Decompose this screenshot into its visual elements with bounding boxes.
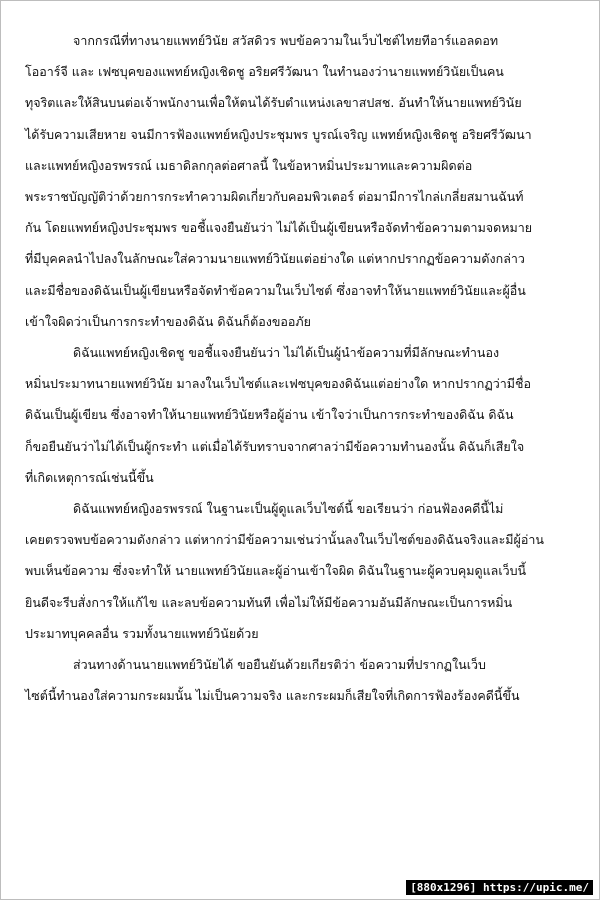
text-line: และมีชื่อของดิฉันเป็นผู้เขียนหรือจัดทำข้อความในเว็บไซต์ ซึ่งอาจทำให้นายแพทย์วินัยและผู้อื่น bbox=[25, 282, 526, 298]
document-body bbox=[25, 25, 575, 711]
text-line: ไซต์นี้ทำนองใส่ความกระผมนั้น ไม่เป็นความจริง และกระผมก็เสียใจที่เกิดการฟ้องร้องคดีนี้ขึ้น bbox=[25, 688, 520, 704]
text-line: กัน โดยแพทย์หญิงประชุมพร ขอชี้แจงยืนยันว่า ไม่ได้เป็นผู้เขียนหรือจัดทำข้อความตามจดหมาย bbox=[25, 220, 533, 236]
text-line: โออาร์จี และ เฟซบุคของแพทย์หญิงเชิดชู อริยศรีวัฒนา ในทำนองว่านายแพทย์วินัยเป็นคน bbox=[25, 64, 504, 80]
image-host-watermark: [880x1296] https://upic.me/ bbox=[406, 880, 593, 895]
text-line: ส่วนทางด้านนายแพทย์วินัยได้ ขอยืนยันด้วยเกียรติว่า ข้อความที่ปรากฏในเว็บ bbox=[73, 657, 486, 673]
text-line: ทุจริตและให้สินบนต่อเจ้าพนักงานเพื่อให้ตนได้รับตำแหน่งเลขาสปสช. อันทำให้นายแพทย์วินัย bbox=[25, 95, 522, 111]
text-line: พบเห็นข้อความ ซึ่งจะทำให้ นายแพทย์วินัยและผู้อ่านเข้าใจผิด ดิฉันในฐานะผู้ควบคุมดูแลเว็บนี้ bbox=[25, 563, 527, 579]
paragraph-statement-choedchu bbox=[25, 337, 575, 493]
text-line: หมิ่นประมาทนายแพทย์วินัย มาลงในเว็บไซต์และเฟซบุคของดิฉันแต่อย่างใด หากปรากฏว่ามีชื่อ bbox=[25, 376, 531, 392]
text-line: จากกรณีที่ทางนายแพทย์วินัย สวัสดิวร พบข้อความในเว็บไซต์ไทยทีอาร์แอลดอท bbox=[73, 33, 499, 48]
text-line: ดิฉันเป็นผู้เขียน ซึ่งอาจทำให้นายแพทย์วินัยหรือผู้อ่าน เข้าใจว่าเป็นการกระทำของดิฉัน ดิฉัน bbox=[25, 407, 514, 423]
text-line: ยินดีจะรีบสั่งการให้แก้ไข และลบข้อความทันที เพื่อไม่ให้มีข้อความอันมีลักษณะเป็นการหมิ่น bbox=[25, 594, 513, 610]
text-line: ได้รับความเสียหาย จนมีการฟ้องแพทย์หญิงประชุมพร บูรณ์เจริญ แพทย์หญิงเชิดชู อริยศรีวัฒนา bbox=[25, 126, 532, 142]
text-line: เข้าใจผิดว่าเป็นการกระทำของดิฉัน ดิฉันก็ต้องขออภัย bbox=[25, 313, 311, 329]
paragraph-statement-winai bbox=[25, 649, 575, 711]
text-line: เคยตรวจพบข้อความดังกล่าว แต่หากว่ามีข้อความเช่นว่านั้นลงในเว็บไซต์ของดิฉันจริงและมีผู้อ่าน bbox=[25, 532, 544, 548]
text-line: ดิฉันแพทย์หญิงเชิดชู ขอชี้แจงยืนยันว่า ไม่ได้เป็นผู้นำข้อความที่มีลักษณะทำนอง bbox=[73, 345, 500, 361]
text-line: และแพทย์หญิงอรพรรณ์ เมธาดิลกกุลต่อศาลนี้ ในข้อหาหมิ่นประมาทและความผิดต่อ bbox=[25, 157, 473, 173]
text-line: ก็ขอยืนยันว่าไม่ได้เป็นผู้กระทำ แต่เมื่อได้รับทราบจากศาลว่ามีข้อความทำนองนั้น ดิฉันก็เสียใจ bbox=[25, 438, 525, 454]
text-line: ประมาทบุคคลอื่น รวมทั้งนายแพทย์วินัยด้วย bbox=[25, 625, 259, 641]
paragraph-settlement-background bbox=[25, 25, 575, 337]
text-line: พระราชบัญญัติว่าด้วยการกระทำความผิดเกี่ยวกับคอมพิวเตอร์ ต่อมามีการไกล่เกลี่ยสมานฉันท์ bbox=[25, 189, 524, 205]
text-line: ดิฉันแพทย์หญิงอรพรรณ์ ในฐานะเป็นผู้ดูแลเว็บไซต์นี้ ขอเรียนว่า ก่อนฟ้องคดีนี้ไม่ bbox=[73, 501, 504, 517]
paragraph-statement-orapan bbox=[25, 493, 575, 649]
text-line: ที่มีบุคคลนำไปลงในลักษณะใส่ความนายแพทย์วินัยแต่อย่างใด แต่หากปรากฏข้อความดังกล่าว bbox=[25, 251, 525, 267]
text-line: ที่เกิดเหตุการณ์เช่นนี้ขึ้น bbox=[25, 469, 154, 485]
